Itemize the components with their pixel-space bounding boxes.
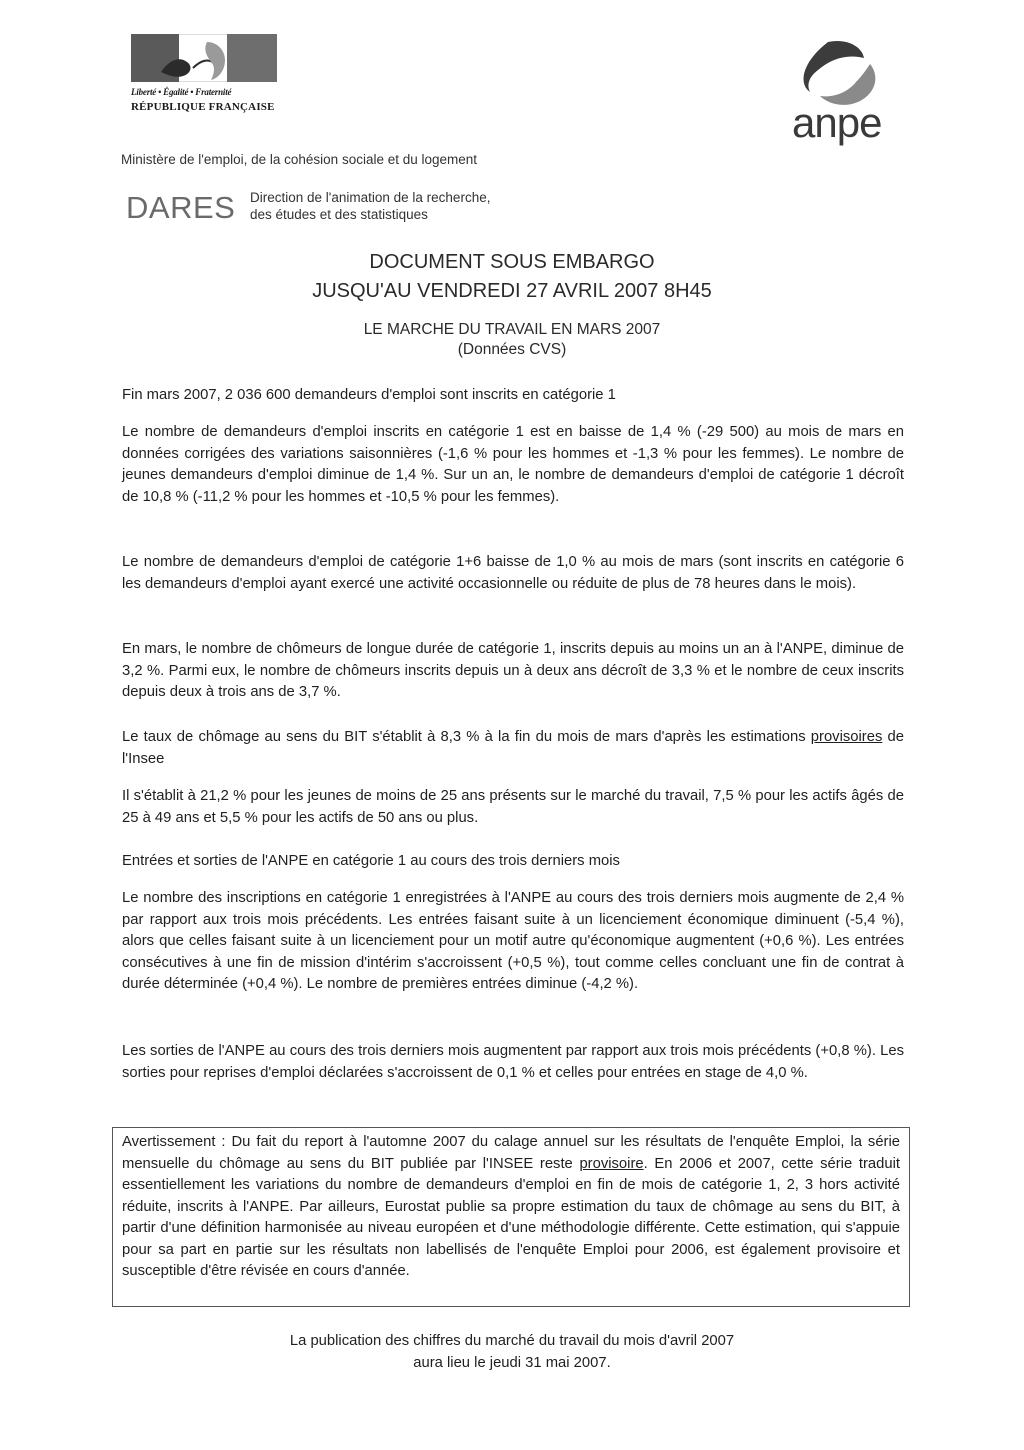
marianne-flag-icon — [131, 34, 277, 82]
paragraph-age-groups: Il s'établit à 21,2 % pour les jeunes de moins de 25 ans présents sur le marché du travail, 7,5 % pour les actifs âgés de 25 à 49 ans et 5,5 % pour les actifs de 50 ans ou plus. — [122, 788, 904, 826]
anpe-swoosh-icon — [788, 40, 888, 106]
dares-acronym: DARES — [126, 190, 236, 225]
embargo-line1: DOCUMENT SOUS EMBARGO — [369, 251, 655, 273]
embargo-notice — [0, 248, 1024, 306]
dares-subtitle-line2: des études et des statistiques — [250, 207, 428, 222]
anpe-logo-text: anpe — [792, 99, 882, 146]
rf-motto: Liberté • Égalité • Fraternité — [131, 87, 232, 97]
embargo-line2: JUSQU'AU VENDREDI 27 AVRIL 2007 8H45 — [312, 280, 712, 302]
paragraph-long-term: En mars, le nombre de chômeurs de longue durée de catégorie 1, inscrits depuis au moins un an à l'ANPE, diminue de 3,2 %. Parmi eux, le nombre de chômeurs inscrits depuis un à deux ans décroît de 3,3 % et le nombre de ceux inscrits depuis deux à trois ans de 3,7 %. — [122, 641, 904, 700]
paragraph-headline: Fin mars 2007, 2 036 600 demandeurs d'emploi sont inscrits en catégorie 1 — [122, 387, 616, 403]
provisoires-underlined: provisoires — [810, 729, 883, 745]
provisoire-underlined: provisoire — [579, 1155, 644, 1172]
dares-subtitle-line1: Direction de l'animation de la recherche, — [250, 190, 491, 205]
title-line2: (Données CVS) — [457, 341, 567, 358]
footer-note — [0, 1330, 1024, 1374]
anpe-logo — [788, 40, 898, 152]
title-line1: LE MARCHE DU TRAVAIL EN MARS 2007 — [363, 321, 661, 338]
rf-name: RÉPUBLIQUE FRANÇAISE — [131, 101, 275, 113]
paragraph-bit-rate: Le taux de chômage au sens du BIT s'établit à 8,3 % à la fin du mois de mars d'après les estimations provisoires de l'Insee — [122, 729, 904, 767]
document-title — [0, 320, 1024, 360]
footer-line1: La publication des chiffres du marché du travail du mois d'avril 2007 — [289, 1333, 735, 1349]
paragraph-category1-6: Le nombre de demandeurs d'emploi de catégorie 1+6 baisse de 1,0 % au mois de mars (sont inscrits en catégorie 6 les demandeurs d'emploi ayant exercé une activité occasionnelle ou réduite de plus de 78 heures dans le mois). — [122, 554, 904, 592]
section-heading-flows: Entrées et sorties de l'ANPE en catégorie 1 au cours des trois derniers mois — [122, 853, 620, 869]
footer-line2: aura lieu le jeudi 31 mai 2007. — [413, 1355, 611, 1371]
paragraph-category1: Le nombre de demandeurs d'emploi inscrits en catégorie 1 est en baisse de 1,4 % (-29 500) au mois de mars en données corrigées des variations saisonnières (-1,6 % pour les hommes et -1,3 % pour les femmes). Le nombre de jeunes demandeurs d'emploi diminue de 1,4 %. Sur un an, le nombre de demandeurs d'emploi de catégorie 1 décroît de 10,8 % (-11,2 % pour les hommes et -10,5 % pour les femmes). — [122, 424, 904, 505]
republique-francaise-logo — [131, 34, 279, 124]
paragraph-exits: Les sorties de l'ANPE au cours des trois derniers mois augmentent par rapport aux trois mois précédents (+0,8 %). Les sorties pour reprises d'emploi déclarées s'accroissent de 0,1 % et celles pour entrées en stage de 4,0 %. — [122, 1043, 904, 1081]
warning-box: Avertissement : Du fait du report à l'automne 2007 du calage annuel sur les résultats de l'enquête Emploi, la série mensuelle du chômage au sens du BIT publiée par l'INSEE reste provisoire. En 2006 et 2007, cette série traduit essentiellement les variations du nombre de demandeurs d'emploi en fin de mois de catégorie 1, 2, 3 hors activité réduite, inscrits à l'ANPE. Par ailleurs, Eurostat publie sa propre estimation du taux de chômage au sens du BIT, à partir d'une définition harmonisée au niveau européen et d'une méthodologie différente. Cette estimation, qui s'appuie pour sa part en partie sur les résultats non labellisés de l'enquête Emploi pour 2006, est également provisoire et susceptible d'être révisée en cours d'année. — [112, 1127, 910, 1307]
ministry-name: Ministère de l'emploi, de la cohésion sociale et du logement — [121, 152, 478, 167]
dares-subtitle — [250, 189, 490, 223]
paragraph-entries: Le nombre des inscriptions en catégorie 1 enregistrées à l'ANPE au cours des trois derniers mois augmente de 2,4 % par rapport aux trois mois précédents. Les entrées faisant suite à un licenciement économique diminuent (-5,4 %), alors que celles faisant suite à un licenciement pour un motif autre qu'économique augmentent (+0,6 %). Les entrées consécutives à une fin de mission d'intérim s'accroissent (+0,5 %), tout comme celles concluant une fin de contrat à durée déterminée (+0,4 %). Le nombre de premières entrées diminue (-4,2 %). — [122, 890, 904, 992]
